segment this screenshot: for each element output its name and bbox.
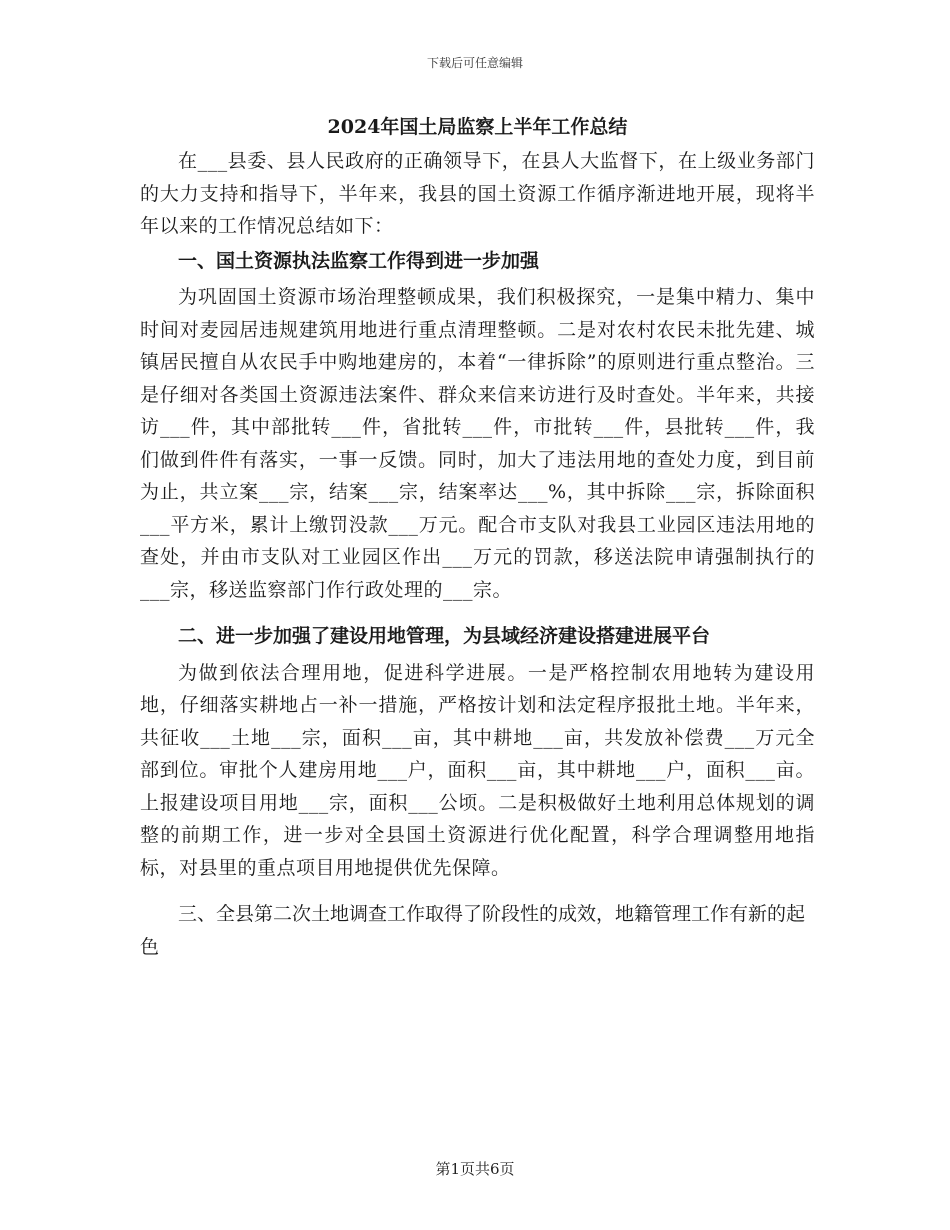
- page-footer-pagination: 第1页共6页: [435, 1160, 515, 1178]
- page-header-note: 下载后可任意编辑: [426, 56, 523, 70]
- section-3-heading: 三、全县第二次土地调查工作取得了阶段性的成效，地籍管理工作有新的起色: [140, 903, 806, 958]
- document-title: 2024年国土局监察上半年工作总结: [327, 116, 628, 138]
- section-2-heading: 二、进一步加强了建设用地管理，为县域经济建设搭建进展平台: [178, 625, 711, 647]
- section-1-heading: 一、国土资源执法监察工作得到进一步加强: [178, 249, 540, 272]
- section-2-body: 为做到依法合理用地，促进科学进展。一是严格控制农用地转为建设用地，仔细落实耕地占一补一措施，严格按计划和法定程序报批土地。半年来，共征收___土地___宗，面积___亩，其中耕地___亩，共发放补偿费___万元全部到位。审批个人建房用地___户，面积___亩，其中耕地___户，面积___亩。上报建设项目用地___宗，面积___公顷。二是积极做好土地利用总体规划的调整的前期工作，进一步对全县国土资源进行优化配置，科学合理调整用地指标，对县里的重点项目用地提供优先保障。: [140, 661, 815, 879]
- intro-paragraph: 在___县委、县人民政府的正确领导下，在县人大监督下，在上级业务部门的大力支持和指导下，半年来，我县的国土资源工作循序渐进地开展，现将半年以来的工作情况总结如下：: [140, 150, 815, 237]
- section-1-body: 为巩固国土资源市场治理整顿成果，我们积极探究，一是集中精力、集中时间对麦园居违规建筑用地进行重点清理整顿。二是对农村农民未批先建、城镇居民擅自从农民手中购地建房的，本着“一律拆除”的原则进行重点整治。三是仔细对各类国土资源违法案件、群众来信来访进行及时查处。半年来，共接访___件，其中部批转___件，省批转___件，市批转___件，县批转___件，我们做到件件有落实，一事一反馈。同时，加大了违法用地的查处力度，到目前为止，共立案___宗，结案___宗，结案率达___%，其中拆除___宗，拆除面积___平方米，累计上缴罚没款___万元。配合市支队对我县工业园区违法用地的查处，并由市支队对工业园区作出___万元的罚款，移送法院申请强制执行的___宗，移送监察部门作行政处理的___宗。: [140, 286, 815, 601]
- document-body: [140, 112, 815, 967]
